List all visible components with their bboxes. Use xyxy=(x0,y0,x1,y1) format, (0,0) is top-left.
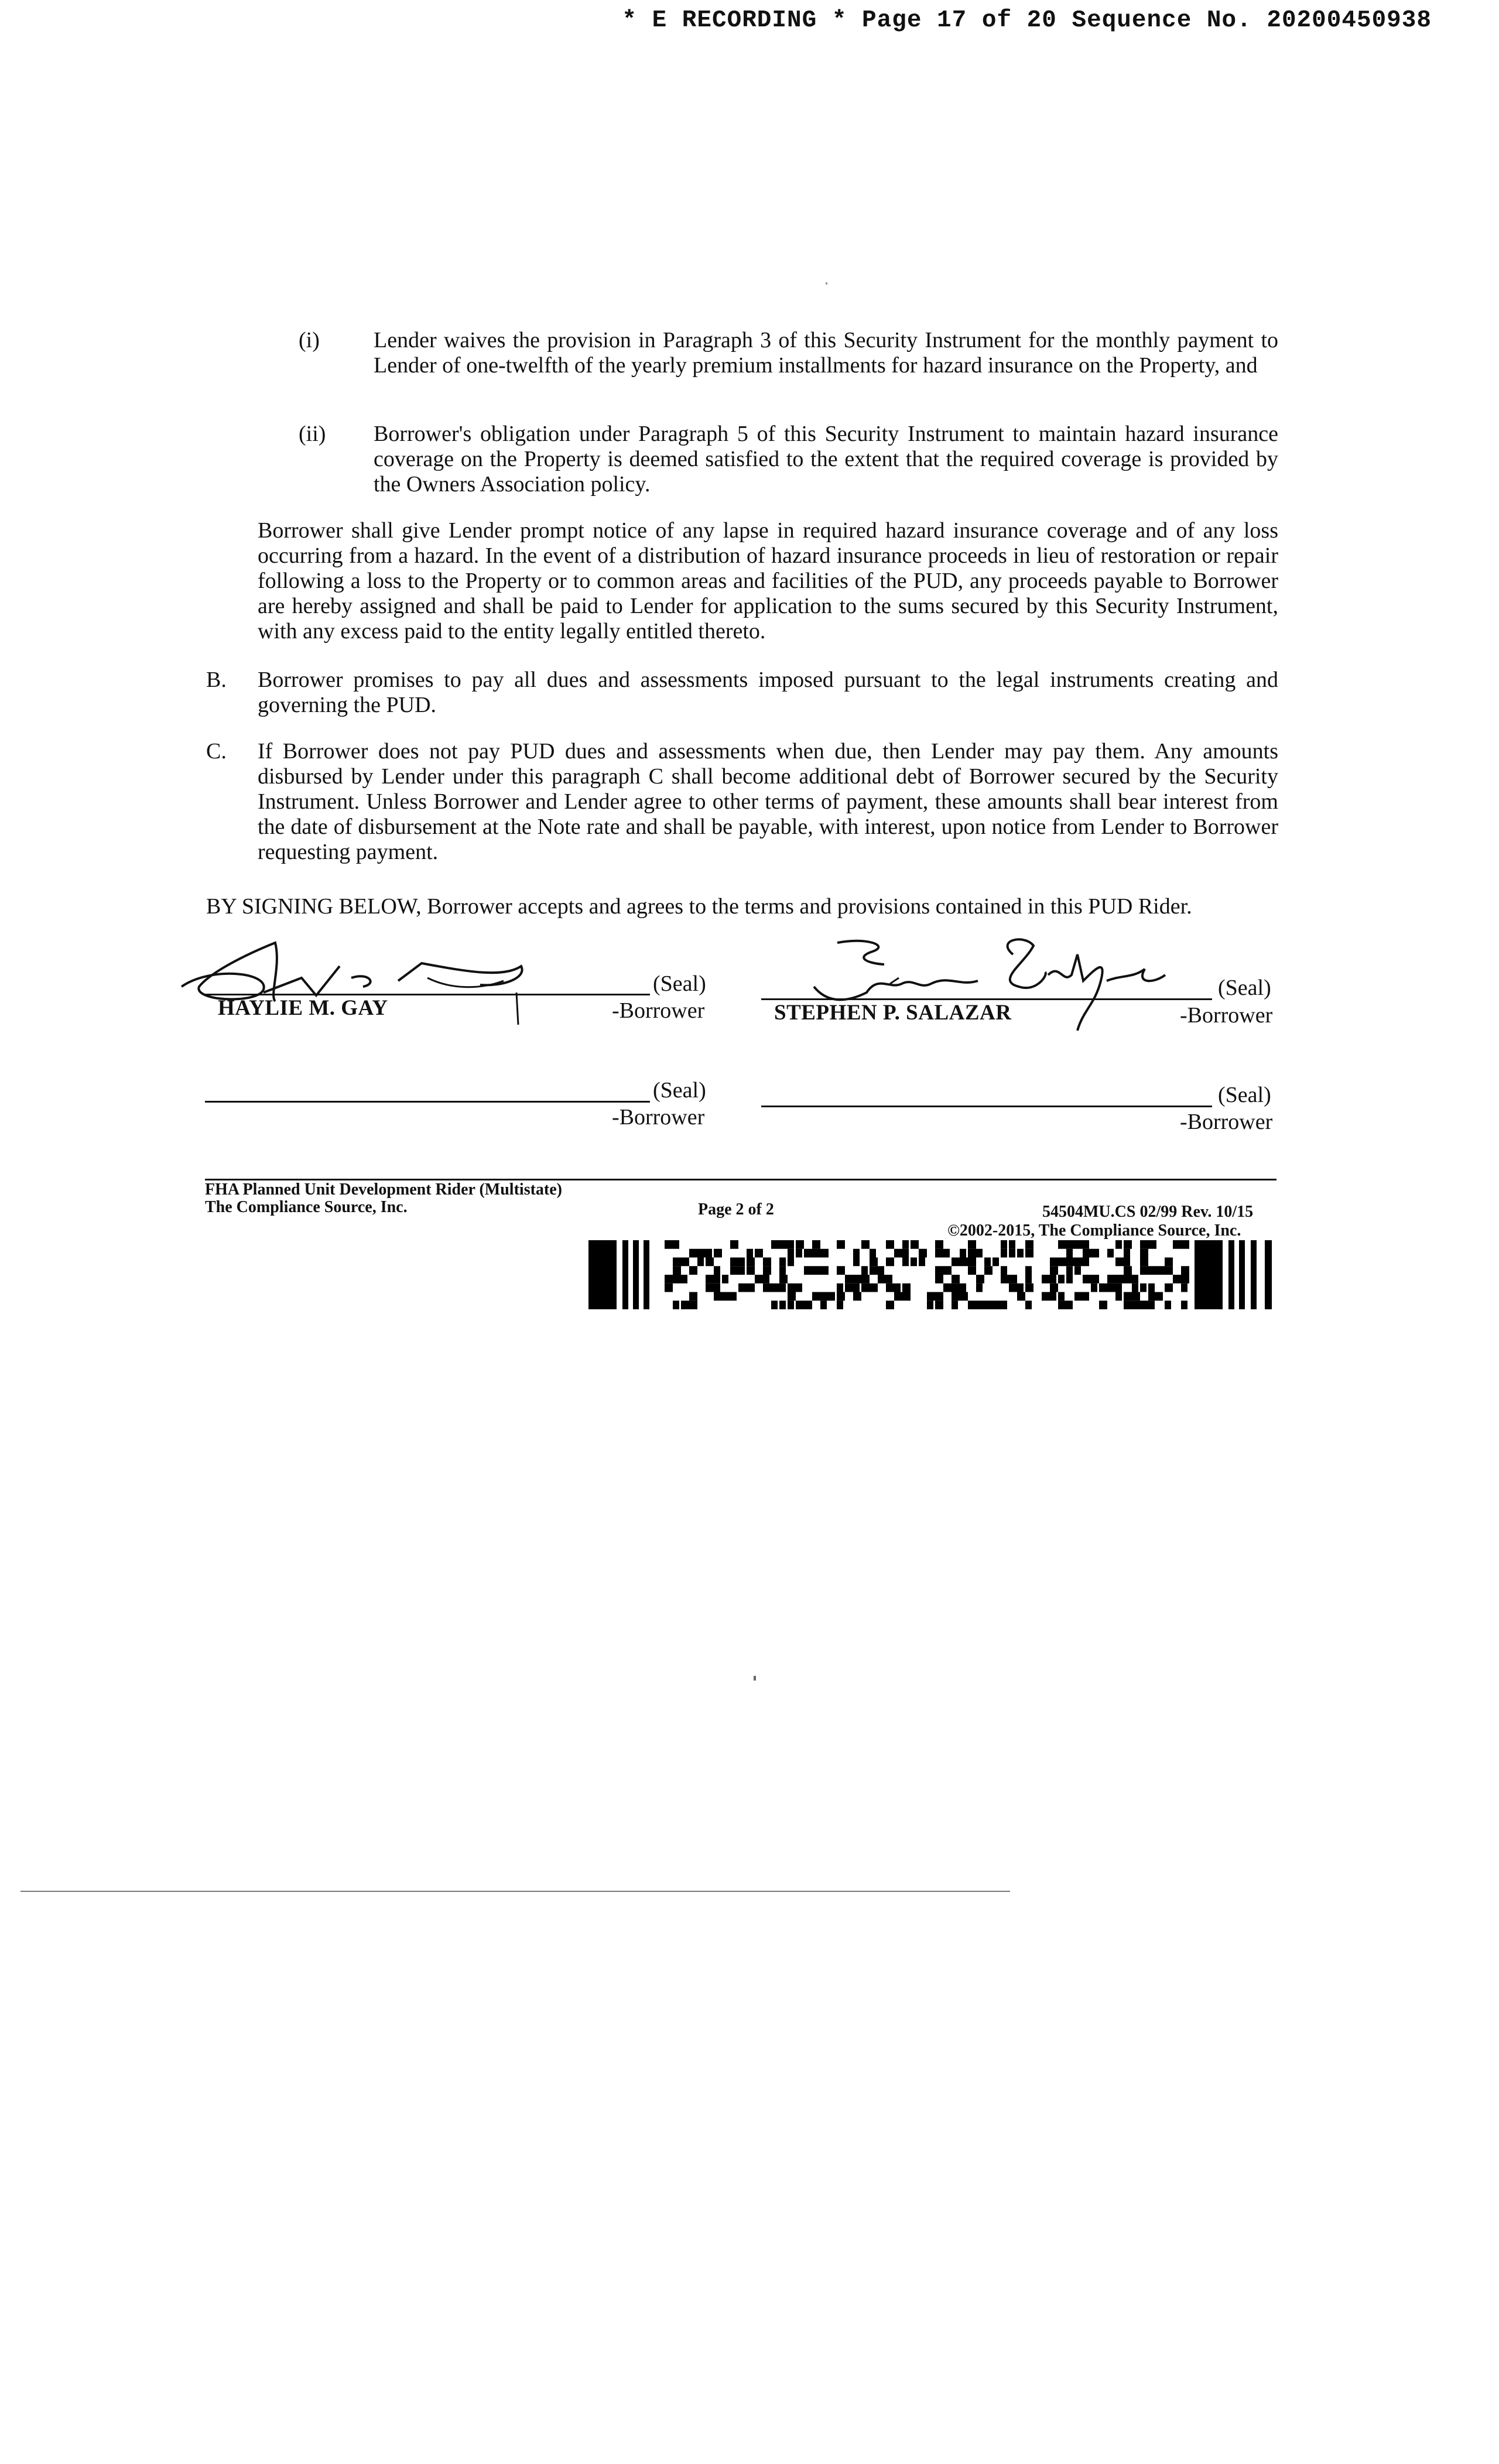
scan-speck xyxy=(826,282,827,285)
signature-stephen xyxy=(802,928,1177,1039)
footer-copyright: ©2002-2015, The Compliance Source, Inc. xyxy=(947,1221,1241,1240)
page-bottom-rule xyxy=(20,1891,1010,1892)
footer-form-title: FHA Planned Unit Development Rider (Multistate) xyxy=(205,1180,562,1199)
clause-i-label: (i) xyxy=(299,328,320,353)
borrower-label-1: -Borrower xyxy=(612,998,705,1023)
scan-speck xyxy=(754,1676,756,1681)
borrower-label-4: -Borrower xyxy=(1180,1110,1273,1134)
recording-stamp: * E RECORDING * Page 17 of 20 Sequence No. 20200450938 xyxy=(622,7,1432,34)
hazard-notice-text: Borrower shall give Lender prompt notice of any lapse in required hazard insurance coverage and of any loss occurring from a hazard. In the event of a distribution of hazard insurance proceeds in lieu of restoration or repair following a loss to the Property or to common areas and facilities of the PUD, any proceeds payable to Borrower are hereby assigned and shall be paid to Lender for application to the sums secured by this Security Instrument, with any excess paid to the entity legally entitled thereto. xyxy=(258,518,1278,644)
clause-c-label: C. xyxy=(206,739,227,764)
footer-company: The Compliance Source, Inc. xyxy=(205,1198,408,1216)
signature-line-3 xyxy=(205,1101,650,1103)
seal-label-2: (Seal) xyxy=(1218,976,1271,1000)
signature-line-4 xyxy=(761,1106,1212,1107)
clause-c-text: If Borrower does not pay PUD dues and assessments when due, then Lender may pay them. Any amounts disbursed by Lender under this paragraph C shall become additional debt of Borrower secured by the Security Instrument. Unless Borrower and Lender agree to other terms of payment, these amounts shall bear interest from the date of disbursement at the Note rate and shall be payable, with interest, upon notice from Lender to Borrower requesting payment. xyxy=(258,739,1278,864)
borrower-label-2: -Borrower xyxy=(1180,1003,1273,1028)
seal-label-1: (Seal) xyxy=(653,971,706,996)
signing-statement-text: BY SIGNING BELOW, Borrower accepts and agrees to the terms and provisions contained in this PUD Rider. xyxy=(206,894,1192,919)
footer-form-code: 54504MU.CS 02/99 Rev. 10/15 xyxy=(1042,1203,1254,1221)
footer-page-number: Page 2 of 2 xyxy=(698,1200,774,1219)
seal-label-3: (Seal) xyxy=(653,1078,706,1103)
clause-ii-text: Borrower's obligation under Paragraph 5 of this Security Instrument to maintain hazard insurance coverage on the Property is deemed satisfied to the extent that the required coverage is provided by the Owners Association policy. xyxy=(374,422,1278,497)
clause-ii-label: (ii) xyxy=(299,422,326,446)
signer-name-1: HAYLIE M. GAY xyxy=(218,996,388,1020)
barcode xyxy=(588,1240,1276,1309)
signer-name-2: STEPHEN P. SALAZAR xyxy=(774,1001,1012,1025)
clause-b-text: Borrower promises to pay all dues and assessments imposed pursuant to the legal instruments creating and governing the PUD. xyxy=(258,668,1278,717)
seal-label-4: (Seal) xyxy=(1218,1083,1271,1107)
borrower-label-3: -Borrower xyxy=(612,1105,705,1130)
signature-haylie xyxy=(176,931,562,1031)
clause-b-label: B. xyxy=(206,668,227,692)
clause-i-text: Lender waives the provision in Paragraph 3 of this Security Instrument for the monthly payment to Lender of one-twelfth of the yearly premium installments for hazard insurance on the Property, and xyxy=(374,328,1278,378)
